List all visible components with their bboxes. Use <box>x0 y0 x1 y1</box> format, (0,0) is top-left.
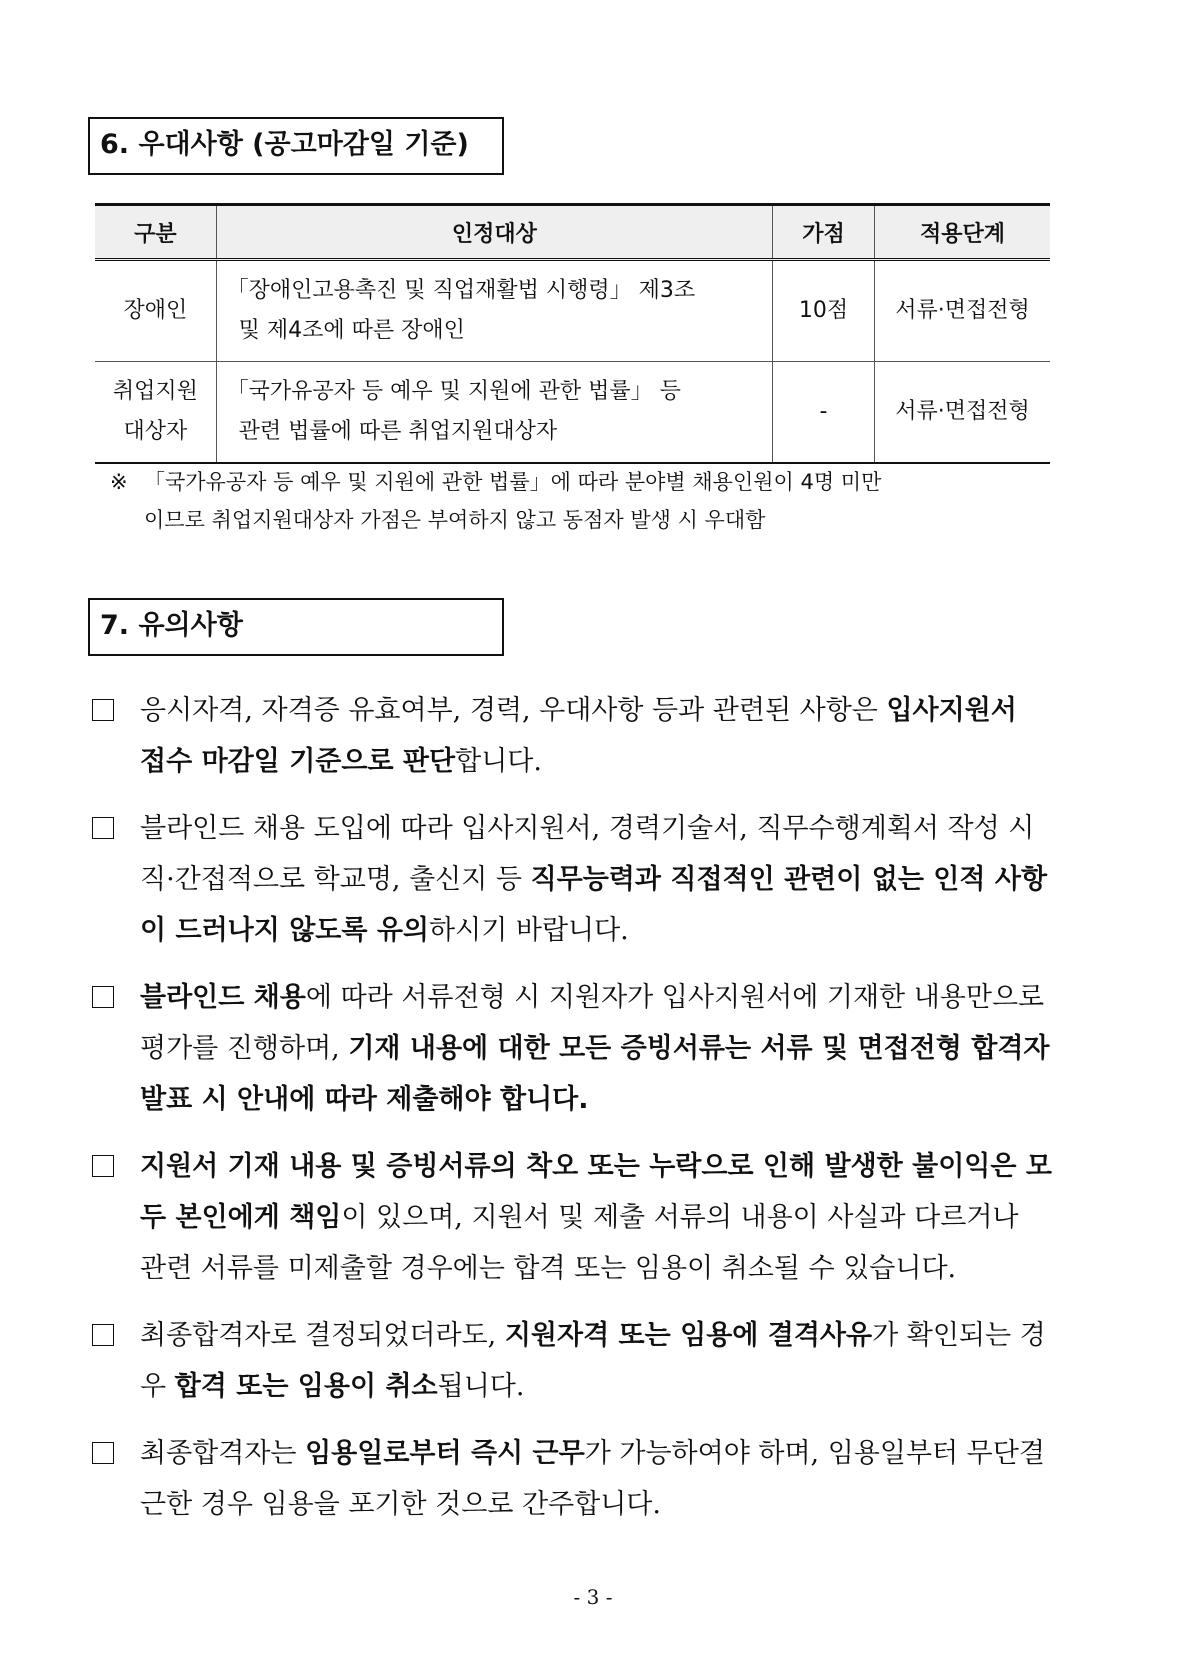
cell-target-line: 및 제4조에 따른 장애인 <box>238 318 465 343</box>
checkbox-square-icon <box>92 1324 114 1346</box>
cell-category-line: 취업지원 <box>112 379 198 404</box>
table-row <box>95 362 1050 464</box>
cell-target-line: 「국가유공자 등 예우 및 지원에 관한 법률」 등 <box>226 379 681 404</box>
emphasis-text: 기재 내용에 대한 모든 증빙서류는 서류 및 면접전형 합격자 발표 시 안내에 따라 제출해야 합니다. <box>140 1033 1050 1115</box>
emphasis-text: 지원자격 또는 임용에 결격사유 <box>504 1320 873 1351</box>
emphasis-text: 임용일로부터 즉시 근무 <box>305 1438 585 1469</box>
cell-stage: 서류·면접전형 <box>875 362 1050 464</box>
section-7-heading: 7. 유의사항 <box>88 598 504 656</box>
item-text: 가 가능하여야 하며, 임용일부터 무단결근한 경우 임용을 포기한 것으로 간주합니다. <box>140 1438 1045 1520</box>
cell-category <box>95 362 216 464</box>
header-category: 구분 <box>95 205 216 260</box>
emphasis-text: 입사지원서 접수 마감일 기준으로 판단 <box>140 695 1017 777</box>
list-item <box>92 1141 1052 1294</box>
emphasis-text: 합격 또는 임용이 취소 <box>174 1371 438 1402</box>
cell-category: 장애인 <box>95 260 216 362</box>
item-text: 에 따라 서류전형 시 지원자가 입사지원서에 기재한 내용만으로 평가를 진행하며, <box>140 982 1045 1064</box>
header-stage: 적용단계 <box>875 205 1050 260</box>
list-item <box>92 1428 1052 1530</box>
list-item <box>92 1310 1052 1412</box>
item-text: 가 확인되는 경우 <box>140 1320 1046 1402</box>
emphasis-text: 블라인드 채용 <box>140 982 306 1013</box>
item-text: 됩니다. <box>437 1371 525 1402</box>
header-target: 인정대상 <box>216 205 772 260</box>
notice-list <box>92 685 1052 1546</box>
checkbox-square-icon <box>92 699 114 721</box>
checkbox-square-icon <box>92 817 114 839</box>
note-mark: ※ <box>110 470 128 494</box>
preference-table <box>95 203 1050 464</box>
cell-points: - <box>772 362 874 464</box>
header-points: 가점 <box>772 205 874 260</box>
item-text: 이 있으며, 지원서 및 제출 서류의 내용이 사실과 다르거나 관련 서류를 미제출할 경우에는 합격 또는 임용이 취소될 수 있습니다. <box>140 1202 1019 1284</box>
table-row <box>95 260 1050 362</box>
checkbox-square-icon <box>92 1442 114 1464</box>
table-note <box>110 463 1050 539</box>
item-text: 합니다. <box>455 746 542 777</box>
list-item <box>92 972 1052 1125</box>
item-text: 블라인드 채용 도입에 따라 입사지원서, 경력기술서, 직무수행계획서 작성 시 직·간접적으로 학교명, 출신지 등 <box>140 813 1035 895</box>
cell-target-line: 관련 법률에 따른 취업지원대상자 <box>238 419 558 444</box>
table-header-row <box>95 205 1050 260</box>
note-line: 「국가유공자 등 예우 및 지원에 관한 법률」에 따라 분야별 채용인원이 4명 미만 <box>144 470 882 494</box>
section-6-heading: 6. 우대사항 (공고마감일 기준) <box>88 117 504 175</box>
list-item <box>92 685 1052 787</box>
list-item <box>92 803 1052 956</box>
cell-category-line: 대상자 <box>123 419 188 444</box>
page-number: - 3 - <box>573 1585 613 1609</box>
item-text: 응시자격, 자격증 유효여부, 경력, 우대사항 등과 관련된 사항은 <box>140 695 887 726</box>
checkbox-square-icon <box>92 986 114 1008</box>
emphasis-text: 지원서 기재 내용 및 증빙서류의 착오 또는 누락으로 인해 발생한 불이익은 모두 본인에게 책임 <box>140 1151 1052 1233</box>
item-text: 하시기 바랍니다. <box>429 915 629 946</box>
cell-points: 10점 <box>772 260 874 362</box>
cell-target <box>216 260 772 362</box>
cell-target-line: 「장애인고용촉진 및 직업재활법 시행령」 제3조 <box>226 278 696 303</box>
checkbox-square-icon <box>92 1155 114 1177</box>
cell-target <box>216 362 772 464</box>
cell-stage: 서류·면접전형 <box>875 260 1050 362</box>
item-text: 최종합격자는 <box>140 1438 306 1469</box>
emphasis-text: 직무능력과 직접적인 관련이 없는 인적 사항이 드러나지 않도록 유의 <box>140 864 1048 946</box>
note-line: 이므로 취업지원대상자 가점은 부여하지 않고 동점자 발생 시 우대함 <box>144 508 766 532</box>
item-text: 최종합격자로 결정되었더라도, <box>140 1320 505 1351</box>
